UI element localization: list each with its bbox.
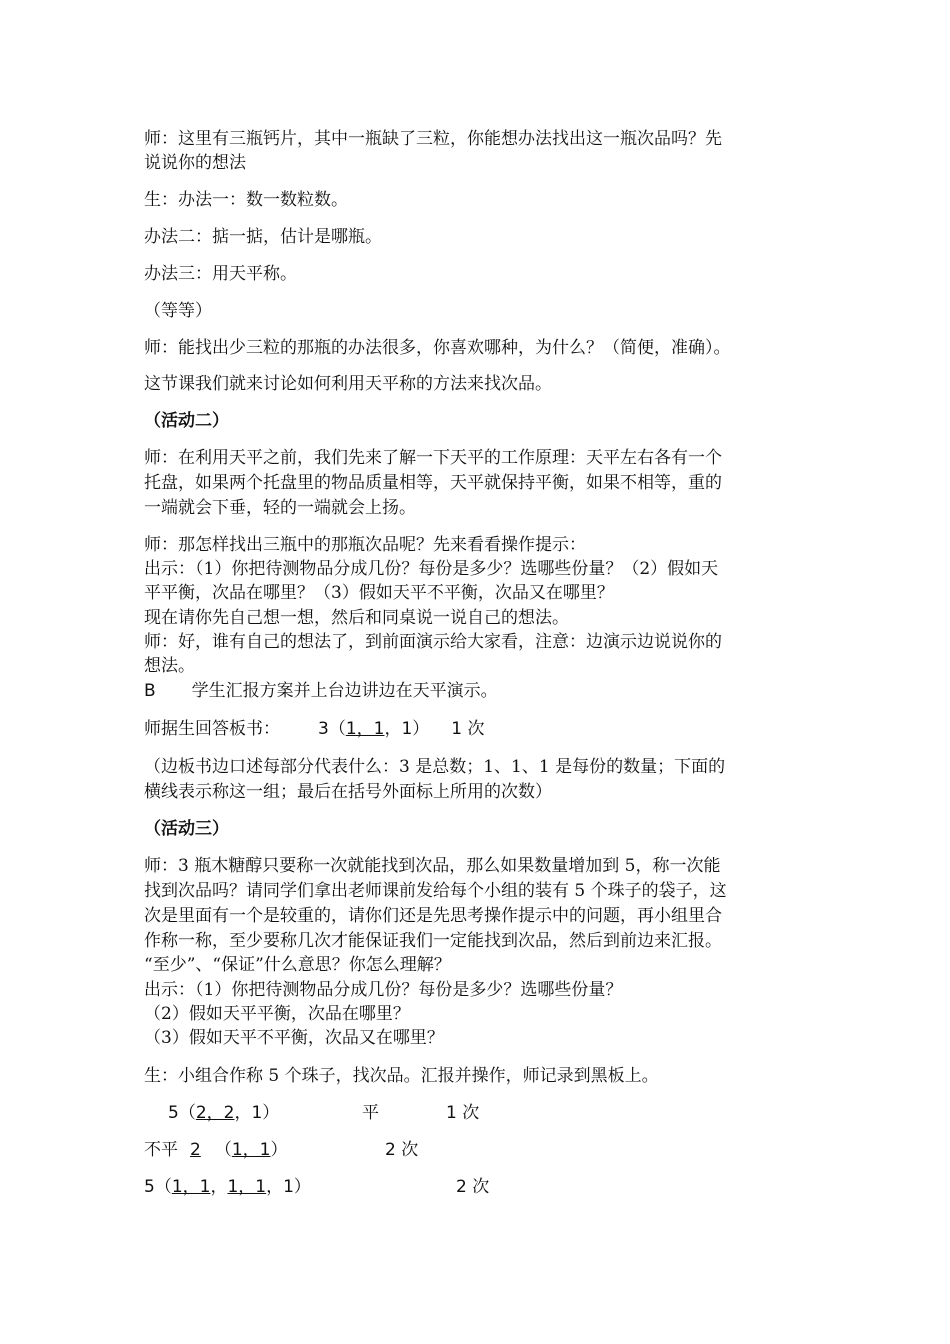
board-total: 5: [144, 1177, 155, 1197]
board-paren: （: [178, 1103, 196, 1123]
board-notation: [144, 717, 485, 741]
paragraph-line: 师：在利用天平之前，我们先来了解一下天平的工作原理：天平左右各有一个: [144, 448, 722, 468]
board-total: 3: [318, 719, 329, 739]
board-group: 1，1: [227, 1177, 267, 1197]
paragraph-line: （边板书边口述每部分代表什么：3 是总数；1、1、1 是每份的数量；下面的: [144, 757, 726, 777]
paragraph-line: 师：好，谁有自己的想法了，到前面演示给大家看，注意：边演示边说说你的: [144, 632, 722, 652]
board-paren: （: [154, 1177, 172, 1197]
board-times: 1 次: [451, 719, 485, 739]
board-group: 1，1: [231, 1140, 271, 1160]
board-times: 2 次: [385, 1140, 419, 1160]
board-group: 1，1: [171, 1177, 211, 1197]
board-prefix: 师据生回答板书：: [144, 719, 280, 739]
paragraph-line: 办法三：用天平称。: [144, 264, 297, 284]
board-rest: ，1）: [266, 1177, 311, 1197]
board-group: 1，1: [345, 719, 385, 739]
board-state: 不平: [144, 1140, 178, 1160]
board-times: 2 次: [456, 1177, 490, 1197]
board-group: 2，2: [195, 1103, 235, 1123]
list-marker: B: [144, 681, 156, 701]
board-paren: （: [214, 1140, 232, 1160]
board-times: 1 次: [446, 1103, 480, 1123]
board-total: 5: [168, 1103, 179, 1123]
board-rest: ，1）: [234, 1103, 280, 1123]
paragraph-line: 出示：（1）你把待测物品分成几份？每份是多少？选哪些份量？: [144, 980, 623, 1000]
section-heading: （活动二）: [144, 411, 229, 431]
board-paren: ）: [270, 1140, 288, 1160]
paragraph-line: 说说你的想法: [144, 153, 246, 173]
paragraph-line: 师：3 瓶木糖醇只要称一次就能找到次品，那么如果数量增加到 5，称一次能: [144, 856, 721, 876]
paragraph-line: 师：那怎样找出三瓶中的那瓶次品呢？先来看看操作提示：: [144, 535, 586, 555]
board-row-1: [168, 1101, 279, 1125]
paragraph-line: 找到次品吗？请同学们拿出老师课前发给每个小组的装有 5 个珠子的袋子，这: [144, 881, 727, 901]
paragraph-line: 一端就会下垂，轻的一端就会上扬。: [144, 498, 416, 518]
paragraph-line: 作称一称，至少要称几次才能保证我们一定能找到次品，然后到前边来汇报。: [144, 931, 722, 951]
paragraph-line: 生：小组合作称 5 个珠子，找次品。汇报并操作，师记录到黑板上。: [144, 1066, 659, 1086]
paragraph-line: “至少”、“保证”什么意思？你怎么理解？: [144, 955, 451, 975]
paragraph-line: 师：能找出少三粒的那瓶的办法很多，你喜欢哪种，为什么？（简便，准确）。: [144, 338, 731, 358]
paragraph-line: 现在请你先自己想一想，然后和同桌说一说自己的想法。: [144, 608, 569, 628]
paragraph-line: 生：办法一：数一数粒数。: [144, 190, 348, 210]
paragraph-text: 学生汇报方案并上台边讲边在天平演示。: [191, 681, 498, 701]
paragraph-line: 横线表示称这一组；最后在括号外面标上所用的次数）: [144, 782, 552, 802]
paragraph-line: （等等）: [144, 301, 212, 321]
paragraph-line: 出示：（1）你把待测物品分成几份？每份是多少？选哪些份量？（2）假如天: [144, 559, 719, 579]
board-row-3: [144, 1175, 311, 1199]
paragraph-line: 次是里面有一个是较重的，请你们还是先思考操作提示中的问题，再小组里合: [144, 906, 722, 926]
paragraph-line: 办法二：掂一掂，估计是哪瓶。: [144, 227, 382, 247]
paragraph-line: （2）假如天平平衡，次品在哪里？: [144, 1004, 410, 1024]
board-row-2: [144, 1138, 287, 1162]
board-state: 平: [362, 1103, 379, 1123]
board-rest: ，1）: [384, 719, 430, 739]
section-heading: （活动三）: [144, 819, 229, 839]
board-paren: （: [328, 719, 346, 739]
board-group-count: 2: [190, 1140, 201, 1160]
paragraph-line: （3）假如天平不平衡，次品又在哪里？: [144, 1028, 444, 1048]
paragraph-line: 师：这里有三瓶钙片，其中一瓶缺了三粒，你能想办法找出这一瓶次品吗？先: [144, 129, 722, 149]
paragraph-line: 这节课我们就来讨论如何利用天平称的方法来找次品。: [144, 374, 552, 394]
paragraph-line: 平平衡，次品在哪里？（3）假如天平不平衡，次品又在哪里？: [144, 583, 614, 603]
board-sep: ，: [210, 1177, 228, 1197]
paragraph-line: 想法。: [144, 656, 195, 676]
paragraph-line: 托盘，如果两个托盘里的物品质量相等，天平就保持平衡，如果不相等，重的: [144, 473, 722, 493]
paragraph-line: [144, 679, 498, 703]
